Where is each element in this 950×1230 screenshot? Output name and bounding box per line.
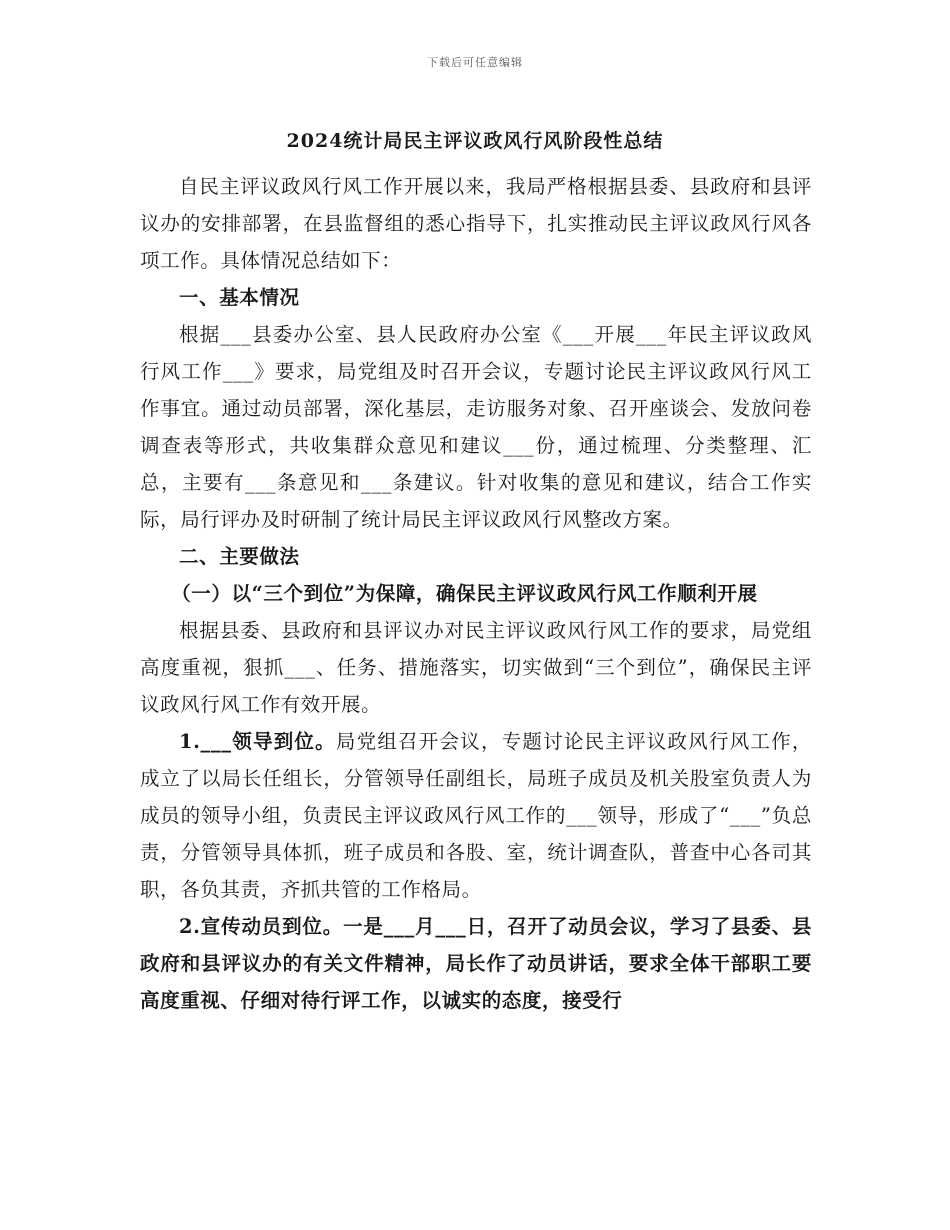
item-leadership-paragraph [140,723,812,908]
item-leadership-lead: 1.___领导到位。 [179,730,336,753]
document-title: 2024统计局民主评议政风行风阶段性总结 [286,130,664,152]
section-basic-paragraph: 根据___县委办公室、县人民政府办公室《___开展___年民主评议政风行风工作___》要求，局党组及时召开会议，专题讨论民主评议政风行风工作事宜。通过动员部署，深化基层，走访服务对象、召开座谈会、发放问卷调查表等形式，共收集群众意见和建议___份，通过梳理、分类整理、汇总，主要有___条意见和___条建议。针对收集的意见和建议，结合工作实际，局行评办及时研制了统计局民主评议政风行风整改方案。 [140,323,812,531]
subsection-paragraph: 根据县委、县政府和县评议办对民主评议政风行风工作的要求，局党组高度重视，狠抓___、任务、措施落实，切实做到“三个到位”，确保民主评议政风行风工作有效开展。 [140,619,812,716]
section-heading-basic: 一、基本情况 [179,286,300,309]
subsection-heading-three-in-place: （一）以“三个到位”为保障，确保民主评议政风行风工作顺利开展 [171,582,758,605]
intro-paragraph: 自民主评议政风行风工作开展以来，我局严格根据县委、县政府和县评议办的安排部署，在县监督组的悉心指导下，扎实推动民主评议政风行风各项工作。具体情况总结如下： [140,175,812,272]
item-leadership-text: 局党组召开会议，专题讨论民主评议政风行风工作，成立了以局长任组长，分管领导任副组长，局班子成员及机关股室负责人为成员的领导小组，负责民主评议政风行风工作的___领导，形成了“___”负总责，分管领导具体抓，班子成员和各股、室，统计调查队，普查中心各司其职，各负其责，齐抓共管的工作格局。 [140,730,812,901]
item-publicity-paragraph: 2.宣传动员到位。一是___月___日，召开了动员会议，学习了县委、县政府和县评议办的有关文件精神，局长作了动员讲话，要求全体干部职工要高度重视、仔细对待行评工作，以诚实的态度，接受行 [140,915,812,1012]
watermark-text: 下载后可任意编辑 [427,56,523,69]
section-heading-methods: 二、主要做法 [179,545,300,568]
document-body [140,168,812,1019]
